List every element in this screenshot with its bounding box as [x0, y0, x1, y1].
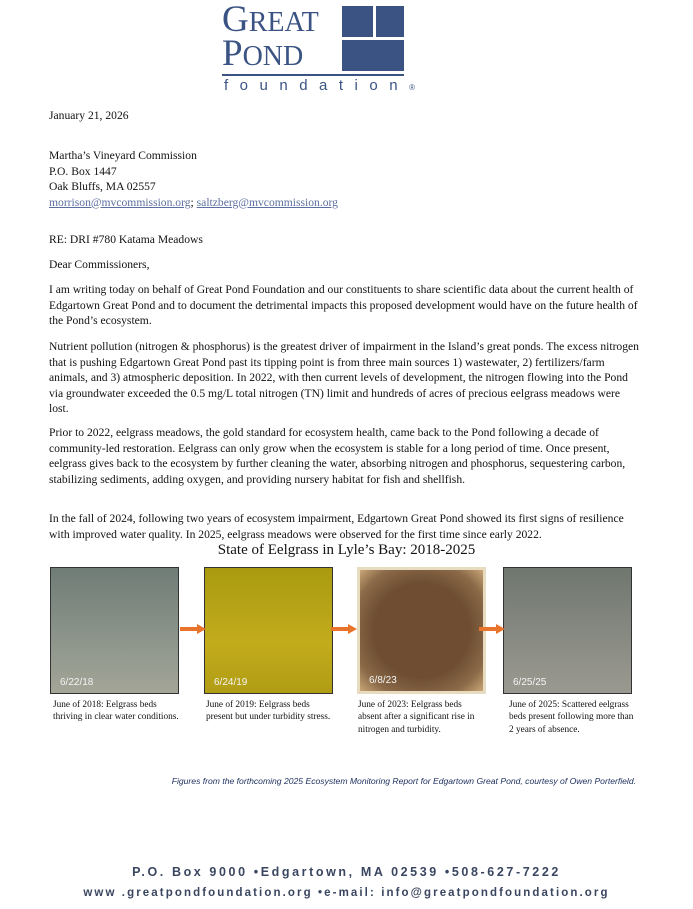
paragraph-3: Prior to 2022, eelgrass meadows, the gold standard for ecosystem health, came back to the Pond following a decade of community-led restoration. Eelgrass can only grow when the ecosystem is stable for a long period of time. Once present, eelgrass gives back to the ecosystem by further cleaning the water, absorbing nitrogen and phosphorus, sequestering carbon, stabilizing sediments, adding oxygen, and providing nursery habitat for fish and shellfish.: [49, 426, 626, 486]
photo-date: 6/25/25: [513, 676, 547, 688]
arrow-right-icon: [180, 624, 206, 634]
paragraph-1: I am writing today on behalf of Great Pond Foundation and our constituents to share scientific data about the current health of Edgartown Great Pond and to document the detrimental impacts this proposed development would have on the future health of the Pond’s ecosystem.: [49, 283, 638, 327]
great-pond-foundation-logo: [222, 2, 422, 98]
logo-foundation: foundation®: [224, 77, 415, 94]
eelgrass-photo-2019: [204, 567, 333, 694]
photo-caption-2019: June of 2019: Eelgrass beds present but under turbidity stress.: [206, 700, 331, 723]
photo-caption-2023: June of 2023: Eelgrass beds absent after a significant rise in nitrogen and turbidity.: [358, 700, 475, 735]
recipient-name: Martha’s Vineyard Commission: [49, 149, 197, 162]
photo-caption-2025: June of 2025: Scattered eelgrass beds present following more than 2 years of absence.: [509, 700, 634, 735]
paragraph-4: In the fall of 2024, following two years of ecosystem impairment, Edgartown Great Pond showed its first signs of resilience with improved water quality. In 2025, eelgrass meadows were observed for the first time since early 2022.: [49, 512, 624, 541]
cattail-logo-icon: [342, 6, 373, 37]
logo-great: GREAT: [222, 0, 319, 40]
arrow-right-icon: [479, 624, 505, 634]
recipient-box: P.O. Box 1447: [49, 164, 117, 178]
salutation: Dear Commissioners,: [49, 258, 150, 271]
email-link-saltzberg[interactable]: saltzberg@mvcommission.org: [196, 195, 338, 209]
paragraph-2: Nutrient pollution (nitrogen & phosphorus) is the greatest driver of impairment in the Island’s great ponds. The excess nitrogen that is pushing Edgartown Great Pond past its tipping point is from three main sources 1) wastewater, 2) fertilizers/farm animals, and 3) atmospheric deposition. In 2022, with then current levels of development, the nitrogen flowing into the Pond via groundwater exceeded the 0.5 mg/L total nitrogen (TN) limit and hundreds of acres of precious eelgrass meadows were lost.: [49, 340, 639, 415]
water-logo-icon: [342, 40, 404, 71]
eelgrass-photo-2018: [50, 567, 179, 694]
recipient-city: Oak Bluffs, MA 02557: [49, 180, 156, 193]
logo-divider: [222, 74, 404, 76]
footer-web-email: www .greatpondfoundation.org •e-mail: info@greatpondfoundation.org: [83, 887, 610, 899]
footer-address: P.O. Box 9000 •Edgartown, MA 02539 •508-627-7222: [132, 865, 561, 879]
bird-logo-icon: [376, 6, 404, 37]
photo-date: 6/22/18: [60, 676, 94, 688]
photo-date: 6/8/23: [369, 674, 397, 686]
eelgrass-photo-2023: [357, 567, 486, 694]
eelgrass-photo-2025: [503, 567, 632, 694]
figure-credit: Figures from the forthcoming 2025 Ecosystem Monitoring Report for Edgartown Great Pond, courtesy of Owen Porterfield.: [171, 776, 636, 786]
arrow-right-icon: [331, 624, 357, 634]
email-link-morrison[interactable]: morrison@mvcommission.org: [49, 195, 191, 209]
recipient-address: [49, 148, 641, 210]
figure-title: State of Eelgrass in Lyle’s Bay: 2018-2025: [217, 542, 476, 558]
re-line: RE: DRI #780 Katama Meadows: [49, 233, 203, 246]
letter-date: January 21, 2026: [49, 109, 129, 122]
logo-pond: POND: [222, 33, 304, 74]
email-separator: ;: [190, 195, 197, 209]
photo-caption-2018: June of 2018: Eelgrass beds thriving in clear water conditions.: [53, 700, 179, 723]
photo-date: 6/24/19: [214, 676, 248, 688]
